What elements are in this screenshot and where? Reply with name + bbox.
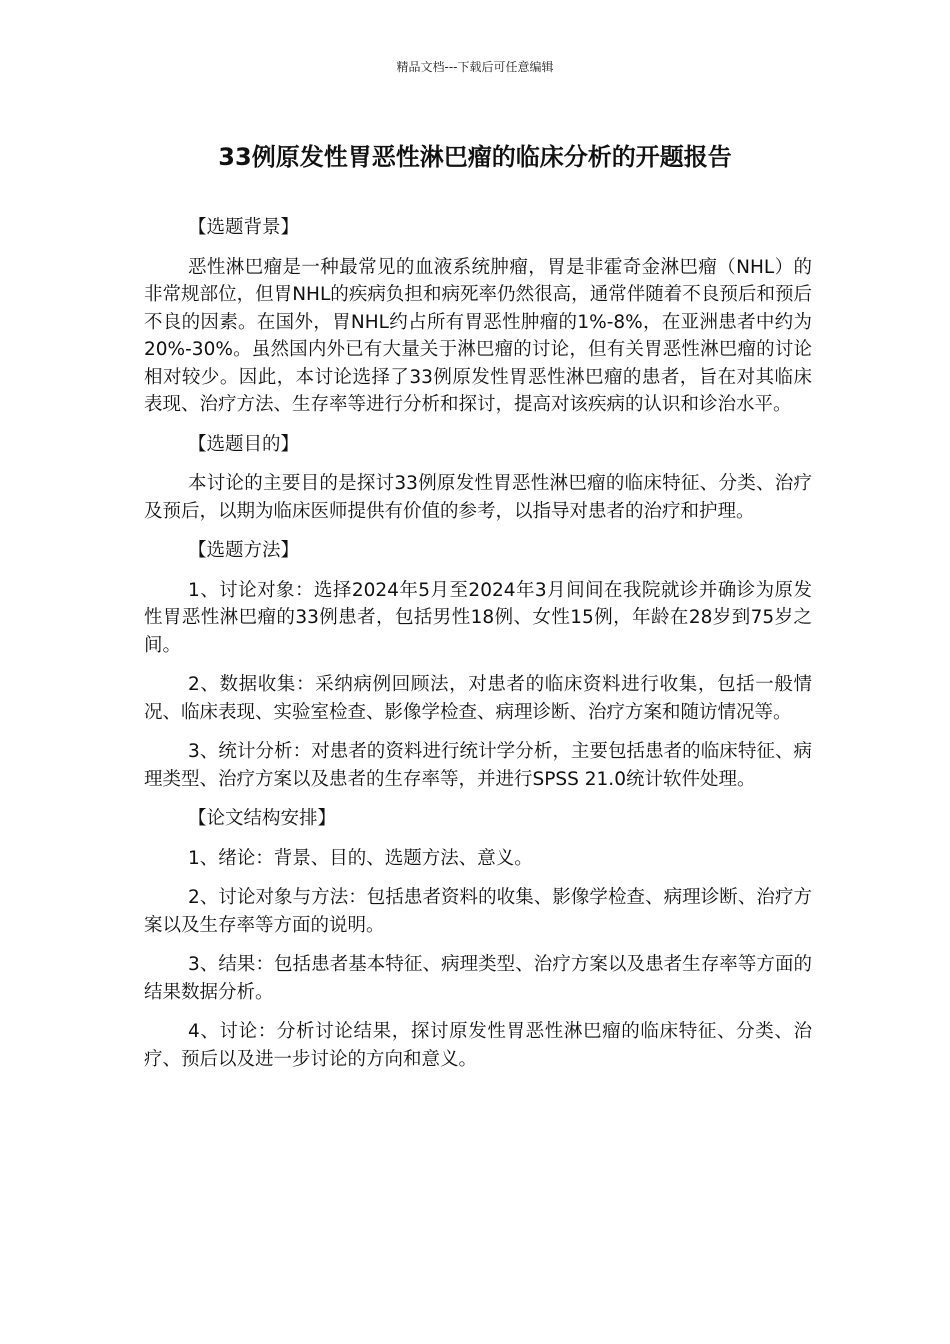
paragraph-methods-subjects: 1、讨论对象：选择2024年5月至2024年3月间间在我院就诊并确诊为原发性胃恶性淋巴瘤的33例患者，包括男性18例、女性15例，年龄在28岁到75岁之间。	[144, 579, 812, 656]
paragraph-methods-statistics: 3、统计分析：对患者的资料进行统计学分析，主要包括患者的临床特征、病理类型、治疗方案以及患者的生存率等，并进行SPSS 21.0统计软件处理。	[144, 741, 812, 790]
paragraph-structure-discussion: 4、讨论：分析讨论结果，探讨原发性胃恶性淋巴瘤的临床特征、分类、治疗、预后以及进一步讨论的方向和意义。	[144, 1021, 812, 1070]
paragraph-structure-methods: 2、讨论对象与方法：包括患者资料的收集、影像学检查、病理诊断、治疗方案以及生存率等方面的说明。	[144, 887, 812, 936]
section-heading-purpose: 【选题目的】	[188, 433, 300, 455]
paragraph-structure-results: 3、结果：包括患者基本特征、病理类型、治疗方案以及患者生存率等方面的结果数据分析。	[144, 954, 812, 1003]
section-heading-background: 【选题背景】	[188, 217, 300, 238]
page-header: 精品文档---下载后可任意编辑	[396, 60, 554, 74]
paragraph-structure-introduction: 1、绪论：背景、目的、选题方法、意义。	[188, 847, 533, 869]
paragraph-methods-data-collection: 2、数据收集：采纳病例回顾法，对患者的临床资料进行收集，包括一般情况、临床表现、实验室检查、影像学检查、病理诊断、治疗方案和随访情况等。	[144, 674, 812, 723]
document-title: 33例原发性胃恶性淋巴瘤的临床分析的开题报告	[218, 143, 732, 171]
paragraph-purpose: 本讨论的主要目的是探讨33例原发性胃恶性淋巴瘤的临床特征、分类、治疗及预后，以期为临床医师提供有价值的参考，以指导对患者的治疗和护理。	[144, 473, 812, 522]
section-heading-structure: 【论文结构安排】	[188, 808, 337, 829]
section-heading-methods: 【选题方法】	[188, 540, 300, 561]
document-body	[144, 214, 812, 1085]
paragraph-background: 恶性淋巴瘤是一种最常见的血液系统肿瘤，胃是非霍奇金淋巴瘤（NHL）的非常规部位，但胃NHL的疾病负担和病死率仍然很高，通常伴随着不良预后和预后不良的因素。在国外，胃NHL约占所有胃恶性肿瘤的1%-8%，在亚洲患者中约为20%-30%。虽然国内外已有大量关于淋巴瘤的讨论，但有关胃恶性淋巴瘤的讨论相对较少。因此，本讨论选择了33例原发性胃恶性淋巴瘤的患者，旨在对其临床表现、治疗方法、生存率等进行分析和探讨，提高对该疾病的认识和诊治水平。	[144, 256, 812, 415]
